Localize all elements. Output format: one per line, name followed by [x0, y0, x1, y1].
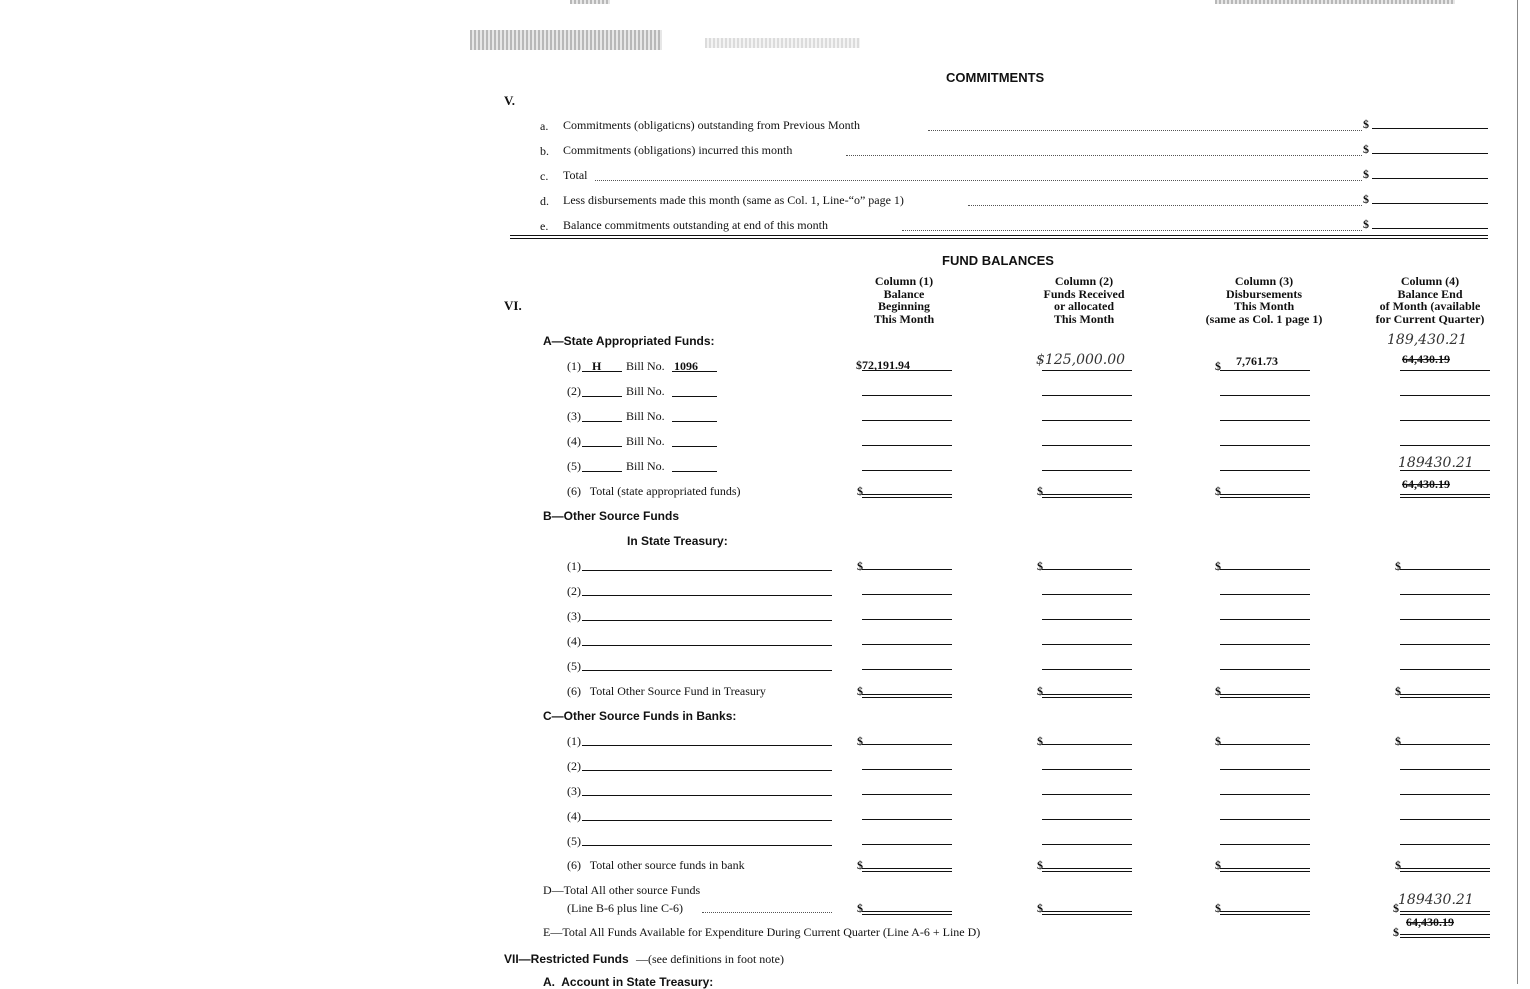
row-number: (5) [567, 659, 581, 673]
row-number: (4) [567, 634, 581, 648]
line-letter: c. [540, 169, 549, 183]
bill-label: Bill No. [626, 459, 665, 473]
dollar-sign: $ [857, 484, 863, 498]
col4-value: 64,430.19 [1402, 352, 1450, 366]
column-4-header: Column (4) Balance End of Month (available for Current Quarter) [1375, 274, 1485, 326]
dollar-sign: $ [857, 858, 863, 872]
amount-field [1372, 178, 1488, 179]
amount-field [1372, 153, 1488, 154]
line-letter: e. [540, 219, 549, 233]
dollar-sign: $ [1215, 734, 1221, 748]
section-b-subtitle: In State Treasury: [627, 534, 728, 548]
dollar-sign: $ [1363, 117, 1369, 131]
section-divider [510, 235, 1488, 239]
dollar-sign: $ [1395, 684, 1401, 698]
amount-field [1372, 228, 1488, 229]
line-letter: b. [540, 144, 549, 158]
dollar-sign: $ [1037, 484, 1043, 498]
line-text: Balance commitments outstanding at end of this month [563, 218, 828, 232]
line-text: Commitments (obligaticns) outstanding from Previous Month [563, 118, 860, 132]
section-a-title: A—State Appropriated Funds: [543, 334, 715, 348]
column-2-header: Column (2) Funds Received or allocated This Month [1043, 274, 1125, 326]
bill-number: 1096 [674, 359, 698, 373]
row-number: (3) [567, 784, 581, 798]
dollar-sign: $ [857, 901, 863, 915]
row-number: (2) [567, 759, 581, 773]
dollar-sign: $ [1037, 901, 1043, 915]
commitments-title: COMMITMENTS [946, 70, 1045, 85]
fund-balances-title: FUND BALANCES [942, 253, 1054, 268]
amount-field [1372, 203, 1488, 204]
bill-label: Bill No. [626, 434, 665, 448]
dollar-sign: $ [1215, 559, 1221, 573]
col4-handwritten-value: 189,430.21 [1387, 332, 1468, 348]
row-number: (1) [567, 734, 581, 748]
page-edge [1517, 0, 1518, 984]
dollar-sign: $ [1215, 901, 1221, 915]
dollar-sign: $ [1363, 192, 1369, 206]
dollar-sign: $ [1037, 858, 1043, 872]
row-number: (1) [567, 359, 581, 373]
scan-smudge [470, 30, 662, 50]
scan-smudge [1215, 0, 1455, 4]
dollar-sign: $ [857, 559, 863, 573]
dollar-sign: $ [1215, 684, 1221, 698]
row-number: (5) [567, 834, 581, 848]
line-text: Total [563, 168, 588, 182]
row-number: (3) [567, 409, 581, 423]
section-c-title: C—Other Source Funds in Banks: [543, 709, 737, 723]
restricted-note: —(see definitions in foot note) [636, 952, 784, 966]
line-letter: d. [540, 194, 549, 208]
row-number: (4) [567, 434, 581, 448]
col3-value: 7,761.73 [1236, 354, 1278, 368]
dollar-sign: $ [1215, 359, 1221, 373]
col4-value: 64,430.19 [1406, 915, 1454, 929]
dollar-sign: $ [857, 734, 863, 748]
scan-smudge [705, 38, 860, 48]
dollar-sign: $ [1037, 734, 1043, 748]
line-text: Less disbursements made this month (same as Col. 1, Line-“o” page 1) [563, 193, 904, 207]
row-mark: H [592, 359, 602, 373]
dollar-sign: $ [1037, 684, 1043, 698]
row-number: (5) [567, 459, 581, 473]
bill-label: Bill No. [626, 384, 665, 398]
row-number: (3) [567, 609, 581, 623]
d-label-line1: D—Total All other source Funds [543, 883, 701, 897]
dollar-sign: $ [1395, 858, 1401, 872]
col4-value: 64,430.19 [1402, 477, 1450, 491]
d-label-line2: (Line B-6 plus line C-6) [567, 901, 683, 915]
row-number: (2) [567, 584, 581, 598]
total-label: (6) Total (state appropriated funds) [567, 484, 741, 498]
dollar-sign: $ [1363, 142, 1369, 156]
row-number: (2) [567, 384, 581, 398]
scan-smudge [570, 0, 610, 4]
col4-handwritten-value: 189430.21 [1398, 892, 1474, 908]
dollar-sign: $ [1215, 858, 1221, 872]
dollar-sign: $ [1393, 925, 1399, 939]
bill-label: Bill No. [626, 359, 665, 373]
bill-label: Bill No. [626, 409, 665, 423]
line-letter: a. [540, 119, 549, 133]
section-b-title: B—Other Source Funds [543, 509, 680, 523]
amount-field [1372, 128, 1488, 129]
col1-value: $72,191.94 [856, 358, 910, 372]
dollar-sign: $ [1215, 484, 1221, 498]
dollar-sign: $ [1395, 734, 1401, 748]
total-label: (6) Total other source funds in bank [567, 858, 745, 872]
dollar-sign: $ [1395, 559, 1401, 573]
row-number: (1) [567, 559, 581, 573]
dollar-sign: $ [857, 684, 863, 698]
section-v-label: V. [504, 93, 515, 108]
total-label: (6) Total Other Source Fund in Treasury [567, 684, 766, 698]
col4-handwritten-value: 189430.21 [1398, 455, 1474, 471]
dollar-sign: $ [1363, 217, 1369, 231]
e-label: E—Total All Funds Available for Expenditure During Current Quarter (Line A-6 + Line D) [543, 925, 981, 939]
dollar-sign: $ [1037, 559, 1043, 573]
column-3-header: Column (3) Disbursements This Month (same as Col. 1 page 1) [1205, 274, 1323, 326]
line-text: Commitments (obligations) incurred this month [563, 143, 793, 157]
row-number: (4) [567, 809, 581, 823]
section-vi-label: VI. [504, 298, 522, 313]
col2-value: $125,000.00 [1036, 352, 1126, 368]
dollar-sign: $ [1363, 167, 1369, 181]
restricted-subsection: A. Account in State Treasury: [543, 975, 714, 989]
dollar-sign: $ [1393, 901, 1399, 915]
restricted-title: VII—Restricted Funds [504, 952, 629, 966]
column-1-header: Column (1) Balance Beginning This Month [873, 274, 935, 326]
